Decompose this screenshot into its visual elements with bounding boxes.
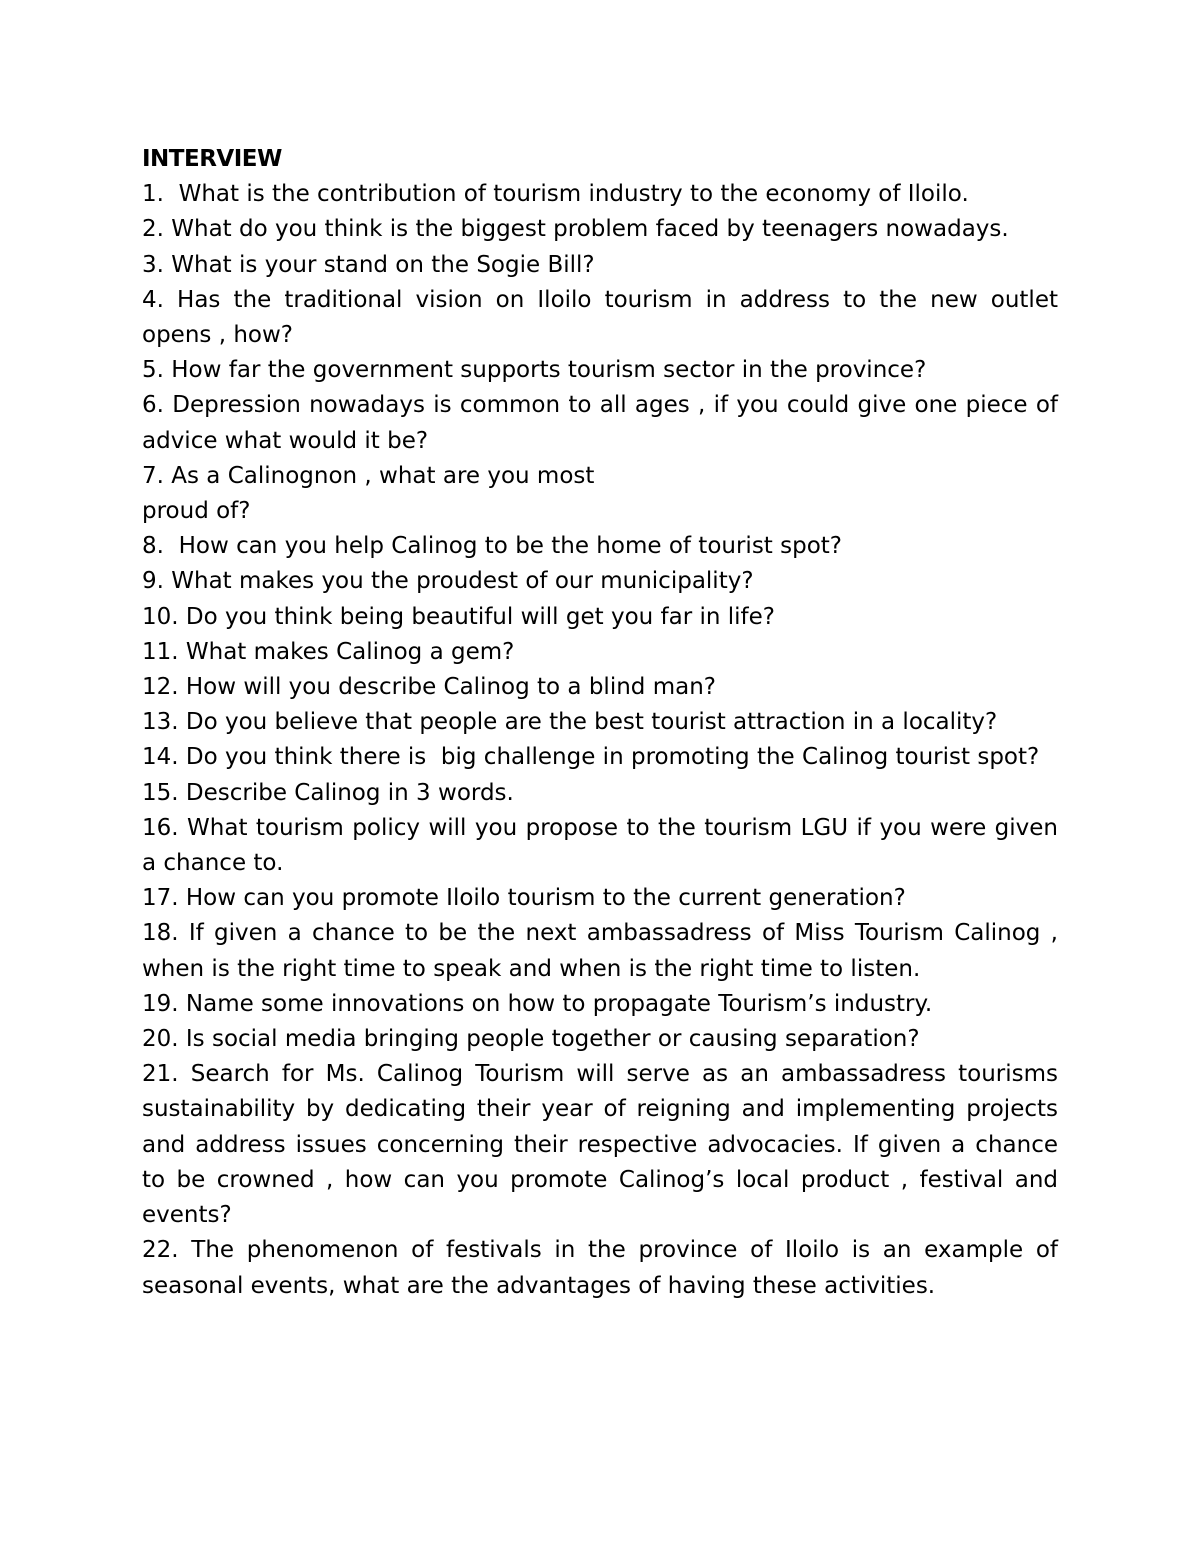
question-item — [142, 635, 1058, 670]
question-item — [142, 987, 1058, 1022]
question-text: The phenomenon of festivals in the province of Iloilo is an example of seasonal events, what are the advantages of having these activities. — [142, 1237, 1066, 1299]
question-item — [142, 600, 1058, 635]
document-title: INTERVIEW — [142, 146, 282, 172]
question-text: Do you think being beautiful will get you far in life? — [185, 603, 775, 630]
question-number: 8. — [142, 533, 164, 560]
question-list — [142, 177, 1066, 1304]
question-text: How will you describe Calinog to a blind man? — [185, 674, 716, 701]
question-text: How far the government supports tourism sector in the province? — [171, 357, 927, 384]
question-item — [142, 776, 1058, 811]
question-number: 21. — [142, 1061, 179, 1088]
question-text: What is the contribution of tourism industry to the economy of Iloilo. — [171, 181, 969, 208]
question-text: Is social media bringing people together or causing separation? — [185, 1026, 920, 1053]
question-item — [142, 811, 1066, 881]
question-number: 11. — [142, 638, 179, 665]
question-item — [142, 529, 1058, 564]
question-text: Has the traditional vision on Iloilo tourism in address to the new outlet opens , how? — [142, 286, 1066, 349]
question-item — [142, 564, 1058, 599]
question-number: 17. — [142, 885, 179, 912]
question-item — [142, 670, 1058, 705]
question-item — [142, 705, 1058, 740]
question-text: Depression nowadays is common to all ages , if you could give one piece of advice what would it be? — [142, 392, 1066, 454]
question-item — [142, 177, 1058, 212]
question-item — [142, 459, 1058, 494]
question-item — [142, 740, 1058, 775]
question-number: 12. — [142, 674, 179, 701]
question-item — [142, 212, 1058, 247]
question-item — [142, 388, 1066, 458]
question-text: How can you promote Iloilo tourism to the current generation? — [185, 885, 906, 912]
question-number: 15. — [142, 779, 179, 806]
question-text: As a Calinognon , what are you most — [171, 462, 595, 489]
question-number: 7. — [142, 462, 164, 489]
question-item — [142, 283, 1066, 353]
question-text: What do you think is the biggest problem faced by teenagers nowadays. — [171, 216, 1009, 243]
question-text: What makes you the proudest of our municipality? — [171, 568, 754, 595]
question-number: 19. — [142, 990, 179, 1017]
document-body — [142, 142, 1066, 1304]
question-number: 10. — [142, 603, 179, 630]
question-number: 13. — [142, 709, 179, 736]
question-text: What tourism policy will you propose to the tourism LGU if you were given a chance to. — [142, 814, 1066, 877]
question-text: If given a chance to be the next ambassadress of Miss Tourism Calinog , when is the right time to speak and when is the right time to listen. — [142, 920, 1066, 982]
question-number: 4. — [142, 286, 164, 313]
question-text: Name some innovations on how to propagate Tourism’s industry. — [185, 990, 933, 1017]
question-text: Describe Calinog in 3 words. — [185, 779, 514, 806]
question-text: What is your stand on the Sogie Bill? — [171, 251, 595, 278]
question-item — [142, 248, 1058, 283]
question-number: 3. — [142, 251, 164, 278]
question-text: Search for Ms. Calinog Tourism will serve as an ambassadress tourisms sustainability by dedicating their year of reigning and implementing projects and address issues concerning their respective advocacies. If given a chance to be crowned , how can you promote Calinog’s local product , festival and events? — [142, 1061, 1066, 1229]
question-item — [142, 1057, 1066, 1233]
question-text: Do you think there is big challenge in promoting the Calinog tourist spot? — [185, 744, 1040, 771]
question-number: 9. — [142, 568, 164, 595]
question-item — [142, 881, 1058, 916]
question-number: 20. — [142, 1026, 179, 1053]
question-number: 6. — [142, 392, 164, 419]
question-number: 14. — [142, 744, 179, 771]
question-text: What makes Calinog a gem? — [185, 638, 515, 665]
question-number: 22. — [142, 1237, 179, 1264]
question-text: Do you believe that people are the best tourist attraction in a locality? — [185, 709, 998, 736]
question-number: 1. — [142, 181, 164, 208]
question-text: How can you help Calinog to be the home of tourist spot? — [171, 533, 843, 560]
question-number: 5. — [142, 357, 164, 384]
question-item — [142, 1233, 1066, 1303]
question-number: 16. — [142, 814, 179, 841]
question-item — [142, 916, 1066, 986]
question-text: proud of? — [142, 498, 251, 525]
question-number: 18. — [142, 920, 179, 947]
question-item — [142, 494, 1058, 529]
question-item — [142, 1022, 1058, 1057]
question-number: 2. — [142, 216, 164, 243]
question-item — [142, 353, 1058, 388]
